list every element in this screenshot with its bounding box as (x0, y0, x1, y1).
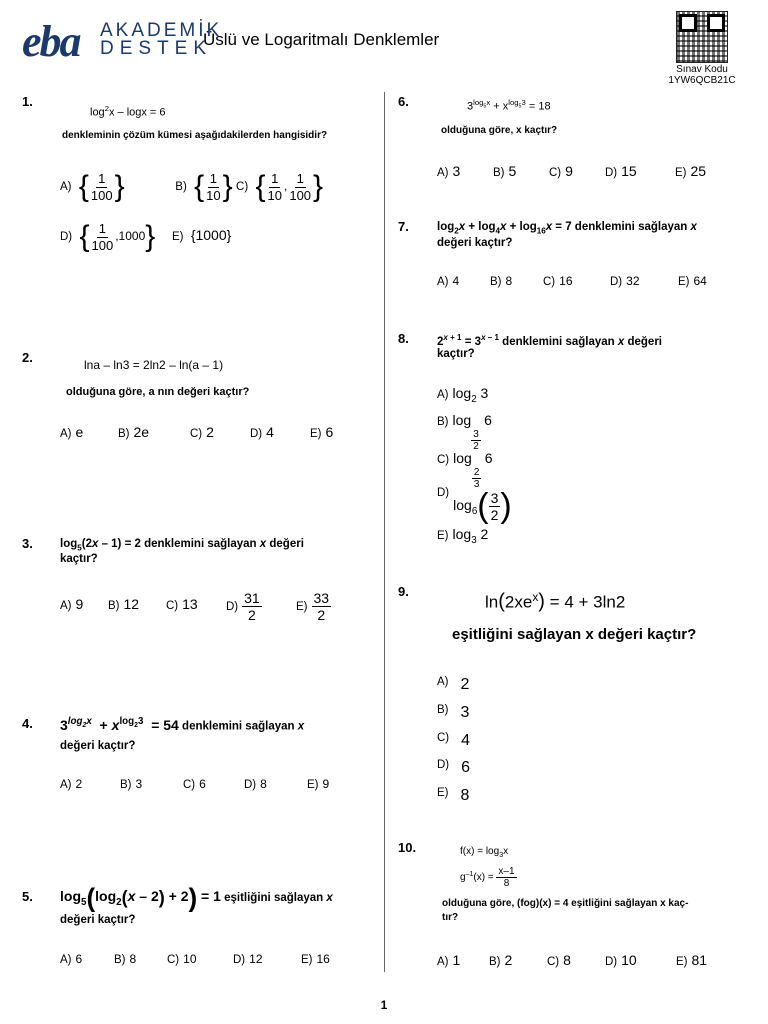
question-8-number: 8. (398, 331, 409, 346)
question-7-number: 7. (398, 219, 409, 234)
column-divider (384, 92, 385, 972)
question-5-stem-line2: değeri kaçtır? (60, 914, 136, 926)
question-7-stem-line2: değeri kaçtır? (437, 237, 513, 249)
question-8-option-c[interactable]: C) log $\frac{2}{3}$ 6 (437, 450, 493, 490)
q1-option-c-value-1: $\frac{1}{10}$ (267, 170, 282, 203)
question-1-number: 1. (22, 94, 33, 109)
question-2-option-d[interactable]: D) 4 (250, 424, 274, 440)
question-5-option-d[interactable]: D) 12 (233, 952, 263, 966)
question-5-option-b[interactable]: B) 8 (114, 952, 137, 966)
question-6-option-b[interactable]: B) 5 (493, 163, 517, 179)
question-6-option-a[interactable]: A) 3 (437, 163, 461, 179)
question-4-option-e[interactable]: E) 9 (307, 777, 330, 791)
question-7-option-b[interactable]: B) 8 (490, 274, 513, 288)
question-8-option-d[interactable]: $D)\log_6$( $\frac{3}{2}$ ) (437, 487, 512, 525)
question-8-stem: $2^{x + 1} = 3^{x - 1}$ denklemini sağlayan x değeri (437, 333, 662, 348)
question-6-option-d[interactable]: D) 15 (605, 163, 637, 179)
exam-code-label: Sınav Kodu (676, 64, 728, 75)
question-7-option-a[interactable]: A) 4 (437, 274, 460, 288)
question-10-option-c[interactable]: C) 8 (547, 952, 571, 968)
question-5-number: 5. (22, 889, 33, 904)
question-9-option-c[interactable]: C) 4 (437, 732, 471, 749)
q1-option-e-value: {1000} (190, 227, 232, 244)
question-8-stem-line2: kaçtır? (437, 348, 475, 360)
question-3-option-e[interactable]: E) $\frac{33}{2}$ (296, 590, 330, 623)
question-3-option-d[interactable]: D) $\frac{31}{2}$ (226, 590, 260, 623)
question-2-stem: olduğuna göre, a nın değeri kaçtır? (66, 386, 250, 398)
question-8-option-a[interactable]: A) $\log_2 3$ (437, 385, 489, 405)
question-10-number: 10. (398, 840, 417, 855)
question-5-option-c[interactable]: C) 10 (167, 952, 197, 966)
question-10-option-e[interactable]: E) 81 (676, 952, 708, 968)
question-4-option-a[interactable]: A) 2 (60, 777, 83, 791)
page-number: 1 (380, 998, 388, 1012)
question-1-options-row2: D) { $\frac{1}{100}$ ,1000} E) {1000} (60, 220, 232, 253)
q1-option-e-label[interactable]: E) (171, 231, 184, 244)
question-6-option-c[interactable]: C) 9 (549, 163, 573, 179)
question-4-number: 4. (22, 716, 33, 731)
question-5-stem: $\log_5(\log_2(x - 2) + 2) = 1$ eşitliğini sağlayan x (60, 882, 333, 913)
question-2-option-c[interactable]: C) 2 (190, 424, 214, 440)
q1-option-b-label[interactable]: B) (175, 181, 187, 194)
eba-logo-mark: eba (22, 17, 80, 66)
question-7-option-c[interactable]: C) 16 (543, 274, 573, 288)
question-3-option-c[interactable]: C) 13 (166, 596, 198, 612)
question-8-option-e[interactable]: E) $\log_3 2$ (437, 526, 489, 546)
question-7-stem: $\log_2x + \log_4x + \log_{16}x = 7$ denklemini sağlayan x (437, 221, 697, 236)
question-2-number: 2. (22, 350, 33, 365)
question-7-option-d[interactable]: D) 32 (610, 274, 640, 288)
question-5-option-e[interactable]: E) 16 (301, 952, 330, 966)
question-4-stem: $3^{log_2x} + x^{log_23} = 54$ denklemini sağlayan x (60, 716, 305, 733)
question-10-stem: olduğuna göre, (fog)(x) = 4 eşitliğini sağlayan x kaç- (442, 898, 689, 909)
question-3-option-b[interactable]: B) 12 (108, 596, 140, 612)
question-1-formula: $\log^2x - \log x = 6$ (90, 104, 166, 119)
question-1-options-row1: A) { $\frac{1}{100}$ } B) { $\frac{1}{10}$ } C) { $\frac{1}{10}$ , $\frac{1}{100}$ } (60, 170, 324, 203)
page-title: Üslü ve Logaritmalı Denklemler (203, 30, 440, 49)
question-4-stem-line2: değeri kaçtır? (60, 740, 136, 752)
question-3-stem-line2: kaçtır? (60, 553, 98, 565)
q1-option-a-value: $\frac{1}{100}$ (90, 170, 113, 203)
question-5-option-a[interactable]: A) 6 (60, 952, 83, 966)
q1-option-d-label[interactable]: D) (60, 231, 73, 244)
question-9-option-d[interactable]: D) 6 (437, 759, 471, 776)
question-4-option-c[interactable]: C) 6 (183, 777, 206, 791)
question-2-option-b[interactable]: B) 2e (118, 424, 150, 440)
question-9-number: 9. (398, 584, 409, 599)
question-10-formula-g: $g^{-1}(x)$ = $\frac{x-1}{8}$ (460, 866, 515, 889)
question-3-stem: $\log_5(2x - 1) = 2$ denklemini sağlayan x değeri (60, 538, 304, 553)
question-3-option-a[interactable]: A) 9 (60, 596, 84, 612)
logo-line1: AKADEMİK (100, 20, 223, 41)
question-1-stem: denkleminin çözüm kümesi aşağıdakilerden hangisidir? (62, 130, 328, 141)
exam-code: 1YW6QCB21C (668, 75, 736, 86)
q1-option-c-value-2: $\frac{1}{100}$ (289, 170, 312, 203)
question-9-formula: $\ln(2xe^x) = 4 + 3\ln 2$ (485, 590, 626, 613)
question-10-option-d[interactable]: D) 10 (605, 952, 637, 968)
logo-line2: DESTEK (100, 38, 213, 59)
question-3-number: 3. (22, 536, 33, 551)
question-6-formula: $3^{log_5x} + x^{log_53} = 18$ (467, 98, 551, 113)
question-4-option-d[interactable]: D) 8 (244, 777, 267, 791)
question-2-option-e[interactable]: E) 6 (310, 424, 334, 440)
question-2-option-a[interactable]: A) e (60, 424, 84, 440)
question-6-stem: olduğuna göre, x kaçtır? (441, 125, 558, 136)
question-7-option-e[interactable]: E) 64 (678, 274, 707, 288)
question-9-option-b[interactable]: B) 3 (437, 704, 470, 721)
q1-option-a-label[interactable]: A) (60, 181, 72, 194)
qr-code-icon (676, 11, 728, 63)
question-6-number: 6. (398, 94, 409, 109)
question-6-option-e[interactable]: E) 25 (675, 163, 707, 179)
question-10-stem-line2: tır? (442, 912, 459, 923)
question-10-option-a[interactable]: A) 1 (437, 952, 461, 968)
question-9-option-e[interactable]: E) 8 (437, 787, 470, 804)
question-9-option-a[interactable]: A) 2 (437, 676, 470, 693)
question-8-option-b[interactable]: B) log $\frac{3}{2}$ 6 (437, 412, 492, 452)
q1-option-b-value: $\frac{1}{10}$ (206, 170, 221, 203)
question-4-option-b[interactable]: B) 3 (120, 777, 143, 791)
question-10-option-b[interactable]: B) 2 (489, 952, 513, 968)
question-9-stem: eşitliğini sağlayan x değeri kaçtır? (452, 626, 697, 643)
question-10-formula-f: $f(x) = \log_3x$ (460, 846, 509, 859)
q1-option-d-value: $\frac{1}{100}$ (91, 220, 114, 253)
q1-option-c-label[interactable]: C) (236, 181, 249, 194)
question-2-formula: lna – ln3 = 2ln2 – ln(a – 1) (84, 358, 224, 372)
